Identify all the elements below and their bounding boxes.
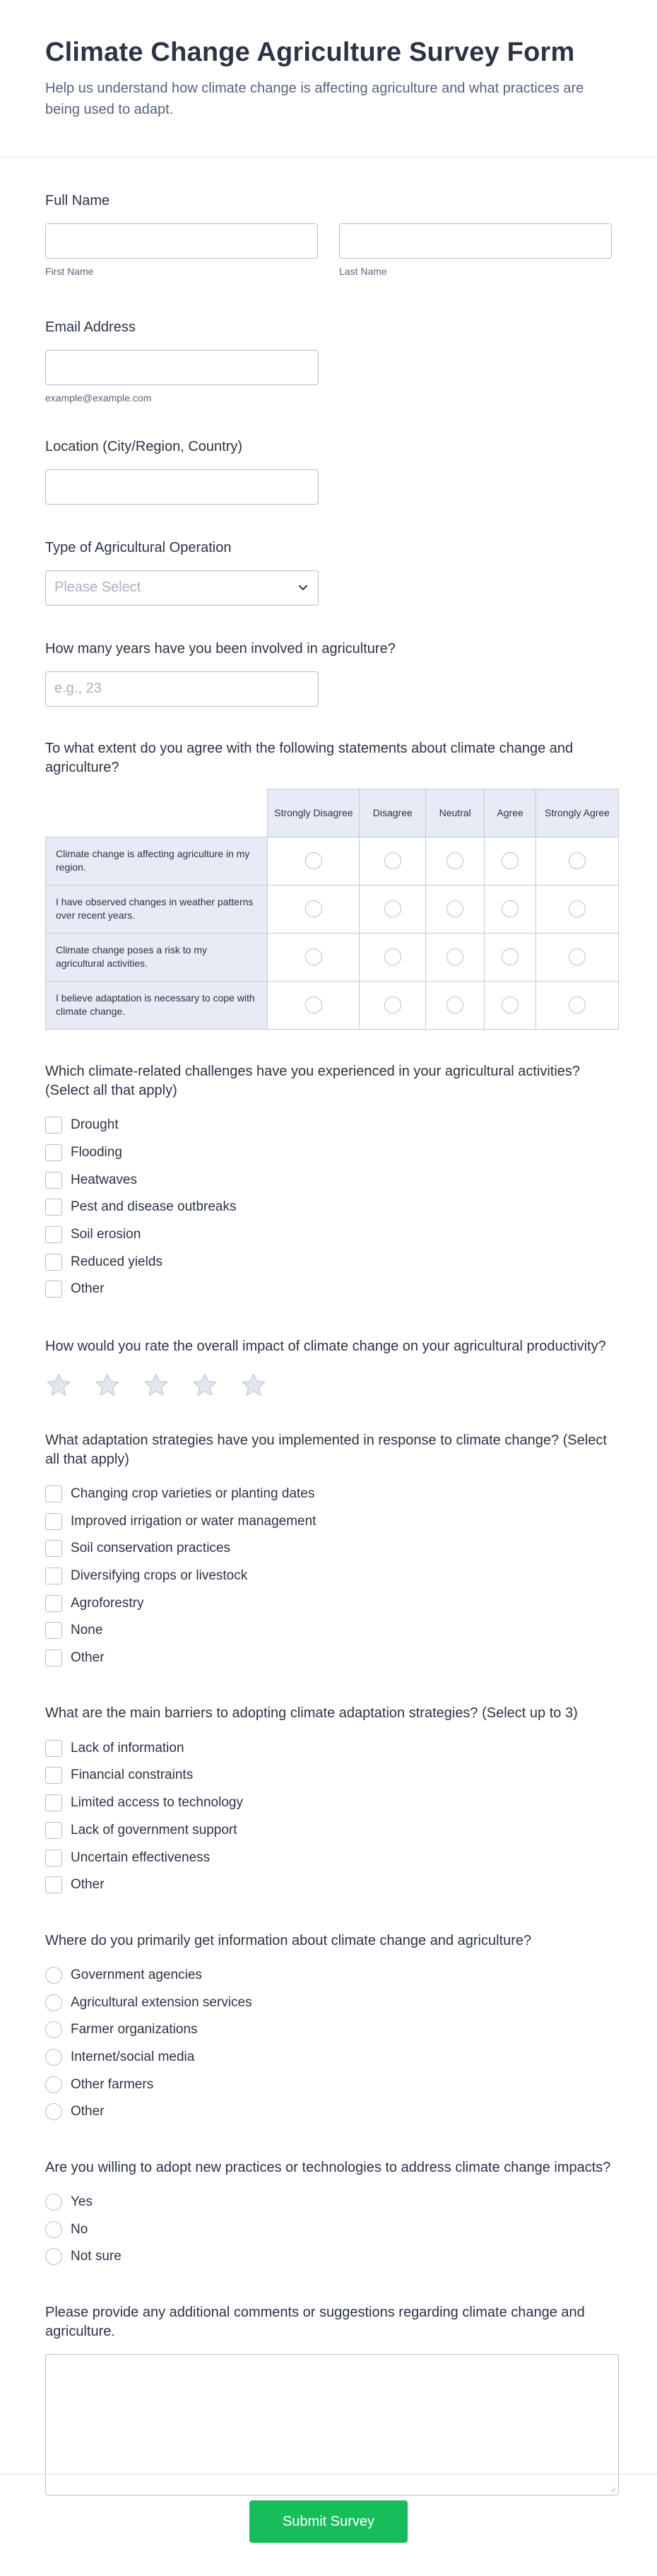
first-name-input[interactable] <box>45 223 318 259</box>
checkbox-option[interactable]: Financial constraints <box>45 1762 612 1789</box>
radio-option[interactable]: Other farmers <box>45 2071 612 2098</box>
matrix-row-label: I believe adaptation is necessary to cope with climate change. <box>46 981 268 1029</box>
star-rating <box>45 1372 612 1399</box>
checkbox[interactable] <box>45 1649 62 1666</box>
matrix-radio[interactable] <box>569 900 586 917</box>
checkbox[interactable] <box>45 1172 62 1189</box>
radio-button[interactable] <box>45 2103 62 2120</box>
radio-option[interactable]: No <box>45 2216 612 2243</box>
operation-type-select[interactable] <box>45 570 319 606</box>
willing-label: Are you willing to adopt new practices or technologies to address climate change impacts? <box>45 2159 611 2175</box>
checkbox-option[interactable]: Lack of government support <box>45 1816 612 1844</box>
matrix-radio[interactable] <box>502 948 519 965</box>
matrix-radio[interactable] <box>569 948 586 965</box>
matrix-radio[interactable] <box>569 996 586 1013</box>
form-header <box>0 0 657 158</box>
star-icon[interactable] <box>143 1372 170 1399</box>
checkbox-option[interactable]: Improved irrigation or water management <box>45 1507 612 1535</box>
submit-button[interactable]: Submit Survey <box>249 2500 408 2543</box>
strategies-options <box>45 1481 612 1672</box>
last-name-group <box>339 223 612 277</box>
radio-option[interactable]: Farmer organizations <box>45 2016 612 2044</box>
matrix-row <box>46 885 619 933</box>
first-name-sublabel: First Name <box>45 265 94 277</box>
checkbox[interactable] <box>45 1540 62 1557</box>
willing-options <box>45 2189 612 2271</box>
checkbox[interactable] <box>45 1849 62 1866</box>
sources-label: Where do you primarily get information about climate change and agriculture? <box>45 1932 532 1948</box>
checkbox-option[interactable]: Heatwaves <box>45 1166 612 1194</box>
checkbox-option[interactable]: Other <box>45 1871 612 1899</box>
radio-option[interactable]: Not sure <box>45 2243 612 2271</box>
strategies-label: What adaptation strategies have you implemented in response to climate change? (Select all that apply) <box>45 1432 607 1467</box>
matrix-row <box>46 933 619 981</box>
checkbox-option[interactable]: None <box>45 1617 612 1645</box>
email-sublabel: example@example.com <box>45 392 152 404</box>
checkbox[interactable] <box>45 1281 62 1298</box>
radio-button[interactable] <box>45 1994 62 2011</box>
radio-button[interactable] <box>45 2194 62 2211</box>
checkbox[interactable] <box>45 1254 62 1271</box>
matrix-col-strongly-disagree: Strongly Disagree <box>268 789 360 837</box>
star-icon[interactable] <box>45 1372 72 1399</box>
rating-label: How would you rate the overall impact of climate change on your agricultural productivity? <box>45 1338 606 1354</box>
checkbox-option[interactable]: Drought <box>45 1112 612 1139</box>
checkbox[interactable] <box>45 1595 62 1612</box>
location-question <box>45 437 612 505</box>
checkbox[interactable] <box>45 1117 62 1134</box>
matrix-radio[interactable] <box>446 900 463 917</box>
radio-option[interactable]: Yes <box>45 2189 612 2216</box>
barriers-label: What are the main barriers to adopting climate adaptation strategies? (Select up to 3) <box>45 1705 578 1722</box>
years-label: How many years have you been involved in agriculture? <box>45 640 396 657</box>
location-label: Location (City/Region, Country) <box>45 438 243 454</box>
form-title: Climate Change Agriculture Survey Form <box>45 37 575 67</box>
matrix-radio[interactable] <box>384 900 401 917</box>
matrix-radio[interactable] <box>446 852 463 869</box>
checkbox-option[interactable]: Lack of information <box>45 1734 612 1762</box>
matrix-radio[interactable] <box>305 852 322 869</box>
checkbox[interactable] <box>45 1622 62 1639</box>
checkbox-option[interactable]: Other <box>45 1645 612 1672</box>
matrix-radio[interactable] <box>384 996 401 1013</box>
last-name-sublabel: Last Name <box>339 265 387 277</box>
radio-button[interactable] <box>45 2076 62 2093</box>
checkbox-option[interactable]: Uncertain effectiveness <box>45 1844 612 1871</box>
chevron-down-icon <box>298 584 308 592</box>
checkbox-option[interactable]: Flooding <box>45 1139 612 1166</box>
challenges-options <box>45 1112 612 1303</box>
operation-type-label: Type of Agricultural Operation <box>45 539 232 555</box>
form-content <box>0 158 657 2495</box>
matrix-radio[interactable] <box>384 852 401 869</box>
matrix-radio[interactable] <box>502 996 519 1013</box>
matrix-radio[interactable] <box>305 900 322 917</box>
comments-label: Please provide any additional comments or suggestions regarding climate change and agriculture. <box>45 2304 585 2339</box>
operation-type-question <box>45 539 612 606</box>
radio-option[interactable]: Government agencies <box>45 1962 612 1989</box>
operation-type-selected: Please Select <box>54 580 141 596</box>
matrix-radio[interactable] <box>446 996 463 1013</box>
checkbox-option[interactable]: Limited access to technology <box>45 1789 612 1817</box>
checkbox[interactable] <box>45 1513 62 1530</box>
sources-options <box>45 1962 612 2126</box>
agreement-matrix <box>45 789 619 1030</box>
radio-button[interactable] <box>45 2021 62 2038</box>
matrix-col-neutral: Neutral <box>426 789 485 837</box>
checkbox-option[interactable]: Agroforestry <box>45 1589 612 1617</box>
checkbox[interactable] <box>45 1794 62 1811</box>
radio-button[interactable] <box>45 2221 62 2238</box>
willingness-question <box>45 2158 612 2271</box>
matrix-col-disagree: Disagree <box>360 789 426 837</box>
matrix-row <box>46 981 619 1029</box>
strategies-question <box>45 1431 612 1672</box>
form-subtitle: Help us understand how climate change is affecting agriculture and what practices are being used to adapt. <box>45 80 584 117</box>
radio-option[interactable]: Internet/social media <box>45 2044 612 2071</box>
matrix-row <box>46 837 619 885</box>
matrix-radio[interactable] <box>446 948 463 965</box>
impact-rating-question <box>45 1337 612 1399</box>
checkbox-option[interactable]: Soil conservation practices <box>45 1535 612 1563</box>
matrix-col-agree: Agree <box>485 789 536 837</box>
years-input[interactable] <box>45 671 319 707</box>
matrix-radio[interactable] <box>305 948 322 965</box>
matrix-radio[interactable] <box>384 948 401 965</box>
matrix-row-label: Climate change is affecting agriculture in my region. <box>46 837 268 885</box>
checkbox-option[interactable]: Diversifying crops or livestock <box>45 1563 612 1590</box>
matrix-label: To what extent do you agree with the following statements about climate change and agriculture? <box>45 740 574 775</box>
checkbox[interactable] <box>45 1199 62 1216</box>
matrix-row-label: I have observed changes in weather patterns over recent years. <box>46 885 268 933</box>
star-icon[interactable] <box>94 1372 121 1399</box>
checkbox-option[interactable]: Reduced yields <box>45 1248 612 1276</box>
agreement-matrix-question <box>45 739 612 1030</box>
matrix-radio[interactable] <box>569 852 586 869</box>
checkbox[interactable] <box>45 1486 62 1502</box>
radio-option[interactable]: Other <box>45 2098 612 2126</box>
barriers-question <box>45 1704 612 1898</box>
comments-question <box>45 2303 612 2495</box>
matrix-row-label: Climate change poses a risk to my agricultural activities. <box>46 933 268 981</box>
checkbox[interactable] <box>45 1144 62 1161</box>
first-name-group <box>45 223 318 277</box>
location-input[interactable] <box>45 469 319 505</box>
checkbox-option[interactable]: Pest and disease outbreaks <box>45 1194 612 1221</box>
years-question <box>45 640 612 707</box>
barriers-options <box>45 1734 612 1898</box>
last-name-input[interactable] <box>339 223 612 259</box>
checkbox[interactable] <box>45 1568 62 1584</box>
email-label: Email Address <box>45 319 136 335</box>
checkbox[interactable] <box>45 1767 62 1784</box>
years-placeholder: e.g., 23 <box>54 680 102 696</box>
checkbox-option[interactable]: Other <box>45 1276 612 1303</box>
form-footer <box>0 2474 657 2576</box>
checkbox[interactable] <box>45 1822 62 1839</box>
name-row <box>45 223 612 277</box>
checkbox-option[interactable]: Soil erosion <box>45 1221 612 1249</box>
full-name-label: Full Name <box>45 192 110 208</box>
full-name-question <box>45 192 612 277</box>
matrix-radio[interactable] <box>305 996 322 1013</box>
radio-button[interactable] <box>45 2248 62 2265</box>
star-icon[interactable] <box>191 1372 218 1399</box>
radio-button[interactable] <box>45 1967 62 1984</box>
checkbox[interactable] <box>45 1226 62 1243</box>
radio-option[interactable]: Agricultural extension services <box>45 1989 612 2016</box>
challenges-label: Which climate-related challenges have you experienced in your agricultural activities? (Select all that apply) <box>45 1063 581 1098</box>
matrix-col-strongly-agree: Strongly Agree <box>536 789 619 837</box>
matrix-radio[interactable] <box>502 852 519 869</box>
checkbox[interactable] <box>45 1876 62 1893</box>
matrix-corner <box>46 789 268 837</box>
checkbox[interactable] <box>45 1740 62 1757</box>
matrix-radio[interactable] <box>502 900 519 917</box>
radio-button[interactable] <box>45 2049 62 2066</box>
star-icon[interactable] <box>240 1372 267 1399</box>
email-input[interactable] <box>45 350 319 385</box>
email-question <box>45 318 612 404</box>
challenges-question <box>45 1062 612 1303</box>
sources-question <box>45 1931 612 2126</box>
checkbox-option[interactable]: Changing crop varieties or planting dates <box>45 1481 612 1508</box>
